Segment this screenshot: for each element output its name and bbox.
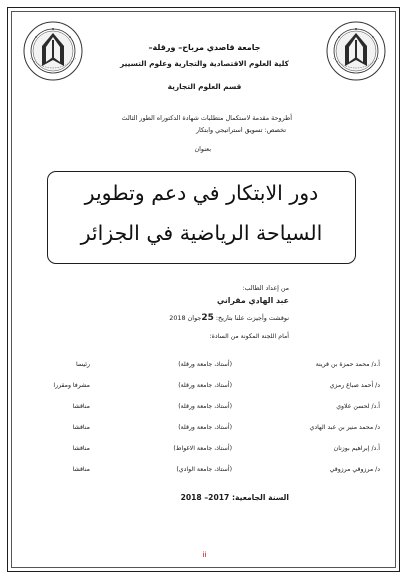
university-seal-icon bbox=[22, 20, 84, 82]
jury-row bbox=[25, 361, 380, 382]
jury-member-role: مناقشا bbox=[72, 424, 90, 431]
jury-member-rank: (أستاذ، جامعة ورقلة) bbox=[178, 382, 232, 389]
jury-member-name: أ.د/ محمد حمزة بن قرينة bbox=[315, 361, 380, 368]
jury-member-role: رئيسا bbox=[76, 361, 90, 368]
thesis-title-line-1: دور الابتكار في دعم وتطوير bbox=[84, 181, 319, 205]
jury-row bbox=[25, 445, 380, 466]
jury-member-name: أ.د/ لحسن علاوي bbox=[336, 403, 380, 410]
jury-member-name: د/ مرزوقي مرزوقي bbox=[329, 466, 380, 473]
thesis-title-line-2: السياحة الرياضية في الجزائر bbox=[80, 221, 323, 245]
jury-member-rank: (أستاذ، جامعة ورقلة) bbox=[178, 424, 232, 431]
jury-member-name: د/ أحمد صباغ رمزي bbox=[329, 382, 380, 389]
jury-intro: أمام اللجنة المكونة من السادة: bbox=[209, 333, 289, 340]
defense-month-year: جوان 2018 bbox=[169, 314, 202, 322]
jury-member-role: مناقشا bbox=[72, 466, 90, 473]
specialization: تخصص: تسويق استراتيجي وابتكار bbox=[195, 126, 286, 134]
page-number: ii bbox=[202, 551, 207, 559]
prepared-by-label: من إعداد الطالب: bbox=[242, 285, 289, 292]
jury-member-role: مشرفا ومقررا bbox=[53, 382, 90, 389]
jury-member-rank: (أستاذ، جامعة الاغواط) bbox=[173, 445, 232, 452]
jury-member-name: د/ محمد منير بن عبد الهادي bbox=[309, 424, 380, 431]
university-seal-icon bbox=[325, 20, 387, 82]
defense-day: 25 bbox=[201, 313, 214, 323]
jury-table bbox=[25, 361, 380, 487]
jury-member-role: مناقشا bbox=[72, 403, 90, 410]
academic-year: السنة الجامعية: 2017– 2018 bbox=[180, 493, 289, 502]
university-name: جامعة قاصدي مرباح– ورقلة– bbox=[148, 43, 261, 52]
title-box bbox=[47, 171, 356, 264]
jury-row bbox=[25, 403, 380, 424]
department-name: قسم العلوم التجارية bbox=[167, 82, 242, 91]
jury-member-rank: (أستاذ، جامعة ورقلة) bbox=[178, 361, 232, 368]
defense-prefix: نوقشت وأجيزت علنا بتاريخ: bbox=[215, 314, 289, 322]
jury-member-rank: (أستاذ، جامعة الوادي) bbox=[176, 466, 232, 473]
thesis-cover-page bbox=[7, 7, 400, 572]
jury-row bbox=[25, 424, 380, 445]
titled-label: بعنوان bbox=[194, 145, 211, 153]
thesis-purpose: أطروحة مقدمة لاستكمال متطلبات شهادة الدكتوراه الطور الثالث bbox=[121, 114, 292, 122]
jury-member-name: أ.د/ إبراهيم بوزنان bbox=[333, 445, 380, 452]
jury-row bbox=[25, 466, 380, 487]
faculty-name: كلية العلوم الاقتصادية والتجارية وعلوم التسيير bbox=[120, 59, 289, 68]
defense-date bbox=[169, 313, 289, 323]
jury-row bbox=[25, 382, 380, 403]
author-name: عبد الهادي مقراني bbox=[216, 296, 289, 305]
jury-member-role: مناقشا bbox=[72, 445, 90, 452]
jury-member-rank: (أستاذ، جامعة ورقلة) bbox=[178, 403, 232, 410]
